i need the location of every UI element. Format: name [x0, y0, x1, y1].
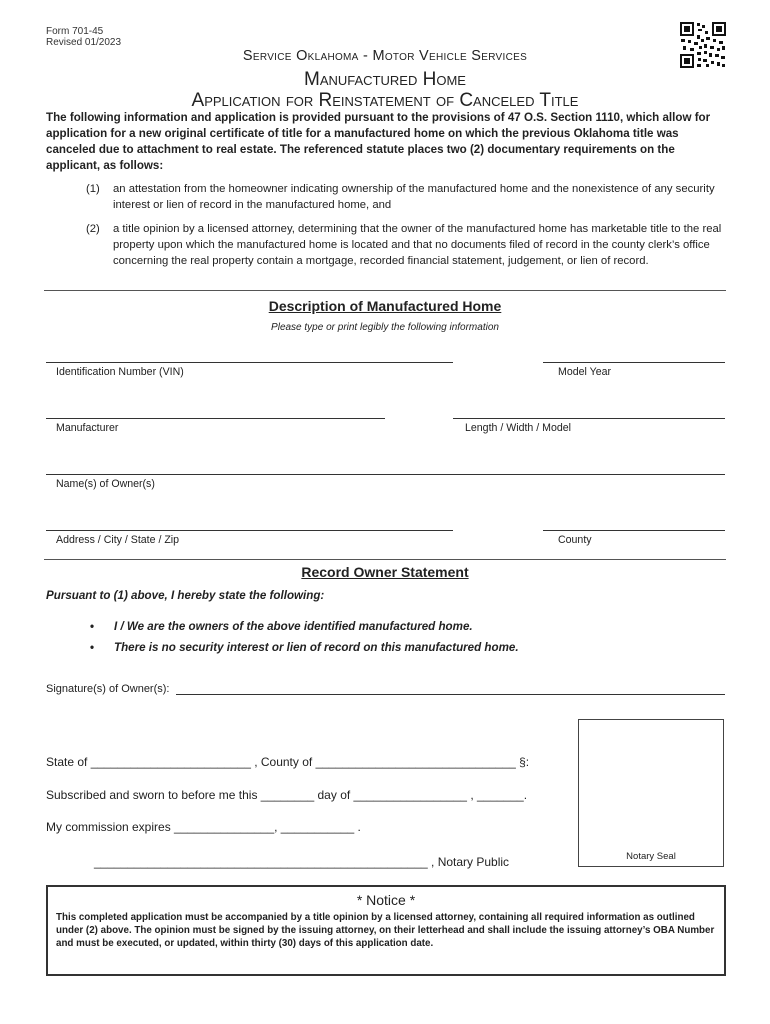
- section-divider: [44, 290, 726, 291]
- model-year-field[interactable]: [543, 362, 725, 363]
- agency-name: Service Oklahoma - Motor Vehicle Services: [242, 48, 528, 64]
- length-width-model-label: Length / Width / Model: [465, 422, 571, 434]
- vin-field[interactable]: [46, 362, 453, 363]
- notary-seal-label: Notary Seal: [626, 851, 676, 862]
- requirement-item: [86, 221, 726, 269]
- notary-public-line[interactable]: __________________________________________________ , Notary Public: [94, 855, 510, 869]
- length-width-model-field[interactable]: [453, 418, 725, 419]
- bullet-dot: •: [90, 641, 95, 654]
- manufacturer-field[interactable]: [46, 418, 385, 419]
- notary-seal-box: [578, 719, 724, 867]
- signature-field[interactable]: [176, 694, 725, 695]
- intro-paragraph: The following information and application is provided pursuant to the provisions of 47 O.S. Section 1110, which allow for application for a new original certificate of title for a manufactured home on which the previous Oklahoma title was canceled due to attachment to real estate. The referenced statute places two (2) documentary requirements on the applicant, as follows:: [46, 111, 711, 172]
- requirement-number: (2): [86, 223, 100, 235]
- bullet-text: There is no security interest or lien of record on this manufactured home.: [114, 641, 519, 654]
- description-subnote: Please type or print legibly the following information: [271, 322, 499, 333]
- model-year-label: Model Year: [558, 366, 612, 378]
- form-title-line2: Application for Reinstatement of Canceled Title: [191, 90, 579, 111]
- requirement-item: [86, 181, 726, 213]
- county-field[interactable]: [543, 530, 725, 531]
- pursuant-text: Pursuant to (1) above, I hereby state the following:: [46, 589, 325, 602]
- address-label: Address / City / State / Zip: [56, 534, 180, 546]
- form-title-line1: Manufactured Home: [304, 69, 466, 90]
- statement-heading: Record Owner Statement: [301, 564, 469, 580]
- county-label: County: [558, 534, 592, 546]
- vin-label: Identification Number (VIN): [56, 366, 184, 378]
- notice-body: This completed application must be accompanied by a title opinion by a licensed attorney, containing all required information as outlined under (2) above. The opinion must be signed by the issuing attorney, on their letterhead and shall include the issuing attorney’s OBA Number and must be executed, or updated, within thirty (30) days of this application date.: [56, 912, 715, 949]
- requirement-text: a title opinion by a licensed attorney, determining that the owner of the manufactured home has marketable title to the real property upon which the manufactured home is located and that no documents filed of record in the county clerk’s office concerning the real property contain a mortgage, recorded financial statement, judgement, or lien of record.: [113, 223, 722, 267]
- requirement-number: (1): [86, 183, 100, 195]
- address-field[interactable]: [46, 530, 453, 531]
- statement-bullet: [90, 620, 473, 633]
- notice-box: [46, 885, 726, 976]
- commission-expires-line[interactable]: My commission expires _______________, ___________ .: [46, 820, 361, 834]
- description-heading: Description of Manufactured Home: [268, 298, 502, 314]
- signature-label: Signature(s) of Owner(s):: [46, 683, 170, 695]
- bullet-text: I / We are the owners of the above identified manufactured home.: [114, 620, 473, 633]
- manufacturer-label: Manufacturer: [56, 422, 119, 434]
- owners-field[interactable]: [46, 474, 725, 475]
- statement-bullet: [90, 641, 519, 654]
- section-divider: [44, 559, 726, 560]
- bullet-dot: •: [90, 620, 95, 633]
- state-county-line[interactable]: State of ________________________ , County of ______________________________ §:: [46, 755, 530, 769]
- form-number: Form 701-45: [46, 26, 104, 37]
- notice-heading: * Notice *: [356, 892, 416, 908]
- form-number-block: [46, 26, 121, 48]
- revised-date: Revised 01/2023: [46, 37, 122, 48]
- owners-label: Name(s) of Owner(s): [56, 478, 155, 490]
- subscribed-sworn-line[interactable]: Subscribed and sworn to before me this ________ day of _________________ , _______.: [46, 788, 528, 802]
- requirement-text: an attestation from the homeowner indicating ownership of the manufactured home and the nonexistence of any security interest or lien of record in the manufactured home, and: [113, 183, 715, 211]
